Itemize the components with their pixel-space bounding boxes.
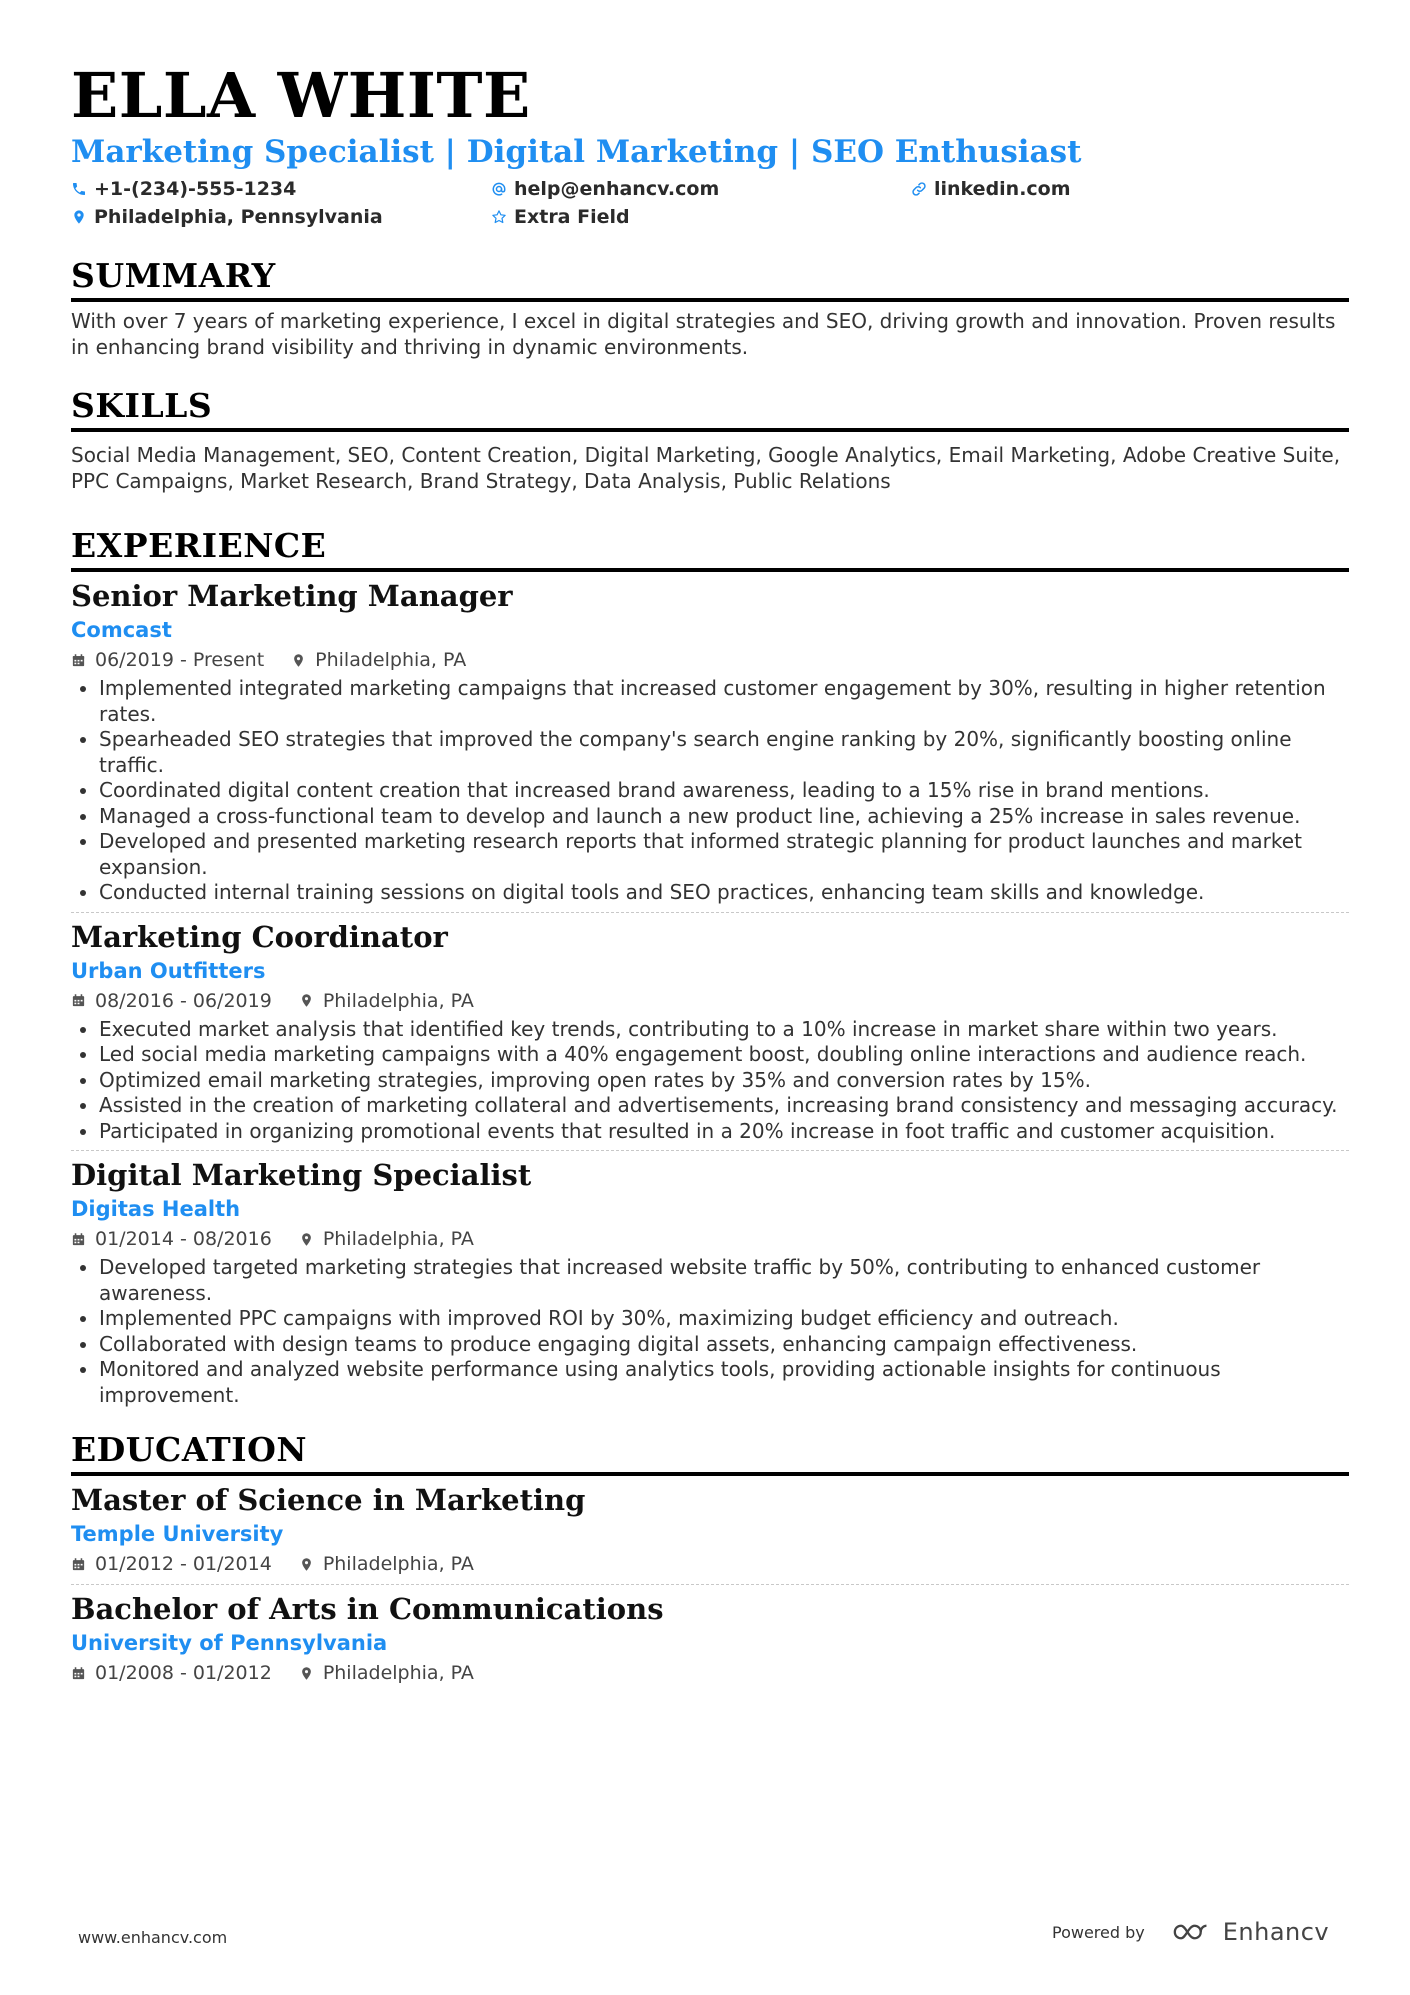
bullet-item: • Collaborated with design teams to produce engaging digital assets, enhancing campaign effectiveness. <box>99 1332 1349 1358</box>
degree-title: Bachelor of Arts in Communications <box>71 1592 664 1626</box>
contact-info <box>71 176 1349 230</box>
contact-extra <box>491 204 911 230</box>
brand-name: Enhancv <box>1222 1918 1330 1946</box>
job-meta <box>71 987 1349 1015</box>
experience-entry <box>71 572 1349 913</box>
bullet-item: • Spearheaded SEO strategies that improved the company's search engine ranking by 20%, significantly boosting online traffic. <box>99 727 1349 778</box>
contact-linkedin[interactable] <box>911 176 1331 202</box>
phone-icon <box>71 181 87 197</box>
job-location <box>299 987 474 1015</box>
degree-title: Master of Science in Marketing <box>71 1483 586 1517</box>
education-location <box>299 1659 474 1687</box>
calendar-icon <box>71 653 86 668</box>
calendar-icon <box>71 1557 86 1572</box>
resume-content <box>71 60 1349 1693</box>
candidate-name: ELLA WHITE <box>71 59 531 132</box>
job-meta <box>71 1225 1349 1253</box>
education-location-text: Philadelphia, PA <box>322 1553 474 1575</box>
bullet-item: • Executed market analysis that identified key trends, contributing to a 10% increase in market share within two years. <box>99 1017 1349 1043</box>
bullet-item: • Monitored and analyzed website performance using analytics tools, providing actionable insights for continuous improvement. <box>99 1357 1349 1408</box>
skills-section <box>71 386 1349 494</box>
job-dates: 01/2014 - 08/2016 <box>95 1228 272 1250</box>
job-location <box>291 646 466 674</box>
powered-by-text: Powered by <box>1052 1922 1145 1942</box>
bullet-item: • Led social media marketing campaigns with a 40% engagement boost, doubling online interactions and audience reach. <box>99 1042 1349 1068</box>
school-name: Temple University <box>71 1522 284 1546</box>
summary-text: With over 7 years of marketing experience, I excel in digital strategies and SEO, driving growth and innovation. Proven results in enhancing brand visibility and thriving in dynamic environments. <box>71 309 1336 359</box>
location-text: Philadelphia, Pennsylvania <box>94 206 383 228</box>
location-pin-icon <box>299 1666 314 1681</box>
star-icon <box>491 209 507 225</box>
bullet-item: • Conducted internal training sessions on digital tools and SEO practices, enhancing team skills and knowledge. <box>99 880 1349 906</box>
education-location <box>299 1550 474 1578</box>
contact-location <box>71 204 491 230</box>
company-name: Comcast <box>71 618 172 642</box>
job-bullets <box>71 676 1349 906</box>
education-location-text: Philadelphia, PA <box>322 1662 474 1684</box>
education-dates: 01/2008 - 01/2012 <box>95 1662 272 1684</box>
calendar-icon <box>71 1666 86 1681</box>
location-pin-icon <box>299 993 314 1008</box>
summary-title: SUMMARY <box>71 256 1349 302</box>
job-location-text: Philadelphia, PA <box>322 1228 474 1250</box>
job-title: Marketing Coordinator <box>71 919 448 954</box>
bullet-item: • Managed a cross-functional team to develop and launch a new product line, achieving a 25% increase in sales revenue. <box>99 804 1349 830</box>
education-dates: 01/2012 - 01/2014 <box>95 1553 272 1575</box>
education-meta <box>71 1659 1349 1687</box>
bullet-item: • Assisted in the creation of marketing collateral and advertisements, increasing brand consistency and messaging accuracy. <box>99 1093 1349 1119</box>
bullet-item: • Developed targeted marketing strategies that increased website traffic by 50%, contributing to enhanced customer awareness. <box>99 1255 1349 1306</box>
education-entry <box>71 1585 1349 1693</box>
location-pin-icon <box>299 1557 314 1572</box>
location-pin-icon <box>71 209 87 225</box>
phone-text: +1-(234)-555-1234 <box>94 178 297 200</box>
job-location-text: Philadelphia, PA <box>322 989 474 1012</box>
at-icon <box>491 181 507 197</box>
education-entry <box>71 1476 1349 1585</box>
bullet-item: • Participated in organizing promotional events that resulted in a 20% increase in foot traffic and customer acquisition. <box>99 1119 1349 1145</box>
calendar-icon <box>71 1232 86 1247</box>
linkedin-text: linkedin.com <box>934 178 1071 200</box>
extra-field-text: Extra Field <box>514 206 630 228</box>
footer-branding[interactable] <box>1052 1918 1329 1946</box>
education-title: EDUCATION <box>71 1430 1349 1476</box>
bullet-item: • Coordinated digital content creation that increased brand awareness, leading to a 15% rise in brand mentions. <box>99 778 1349 804</box>
school-name: University of Pennsylvania <box>71 1631 388 1655</box>
education-meta <box>71 1550 1349 1578</box>
experience-section <box>71 526 1349 1414</box>
experience-entry <box>71 913 1349 1152</box>
contact-email[interactable] <box>491 176 911 202</box>
bullet-item: • Implemented PPC campaigns with improved ROI by 30%, maximizing budget efficiency and outreach. <box>99 1306 1349 1332</box>
education-section <box>71 1430 1349 1693</box>
location-pin-icon <box>291 653 306 668</box>
job-location-text: Philadelphia, PA <box>315 649 467 671</box>
footer-website[interactable]: www.enhancv.com <box>78 1928 228 1947</box>
job-title: Senior Marketing Manager <box>71 579 513 613</box>
experience-entry <box>71 1151 1349 1414</box>
bullet-item: • Optimized email marketing strategies, improving open rates by 35% and conversion rates by 15%. <box>99 1068 1349 1094</box>
location-pin-icon <box>299 1232 314 1247</box>
job-dates: 06/2019 - Present <box>95 649 265 671</box>
bullet-item: • Implemented integrated marketing campaigns that increased customer engagement by 30%, resulting in higher retention rates. <box>99 676 1349 727</box>
job-bullets <box>71 1255 1349 1408</box>
company-name: Digitas Health <box>71 1197 241 1221</box>
headline: Marketing Specialist | Digital Marketing | SEO Enthusiast <box>71 134 1082 170</box>
skills-text: Social Media Management, SEO, Content Creation, Digital Marketing, Google Analytics, Email Marketing, Adobe Creative Suite, PPC Campaigns, Market Research, Brand Strategy, Data Analysis, Public Relations <box>71 443 1341 493</box>
job-dates: 08/2016 - 06/2019 <box>95 989 272 1012</box>
contact-phone[interactable] <box>71 176 491 202</box>
enhancv-logo-icon <box>1171 1920 1217 1944</box>
company-name: Urban Outfitters <box>71 958 266 983</box>
job-title: Digital Marketing Specialist <box>71 1158 532 1192</box>
job-bullets <box>71 1017 1349 1145</box>
skills-title: SKILLS <box>71 386 1349 432</box>
summary-section <box>71 256 1349 360</box>
job-meta <box>71 646 1349 674</box>
experience-title: EXPERIENCE <box>71 526 1349 572</box>
bullet-item: • Developed and presented marketing research reports that informed strategic planning for product launches and market expansion. <box>99 829 1349 880</box>
link-icon <box>911 181 927 197</box>
calendar-icon <box>71 993 86 1008</box>
job-location <box>299 1225 474 1253</box>
email-text: help@enhancv.com <box>514 178 720 200</box>
